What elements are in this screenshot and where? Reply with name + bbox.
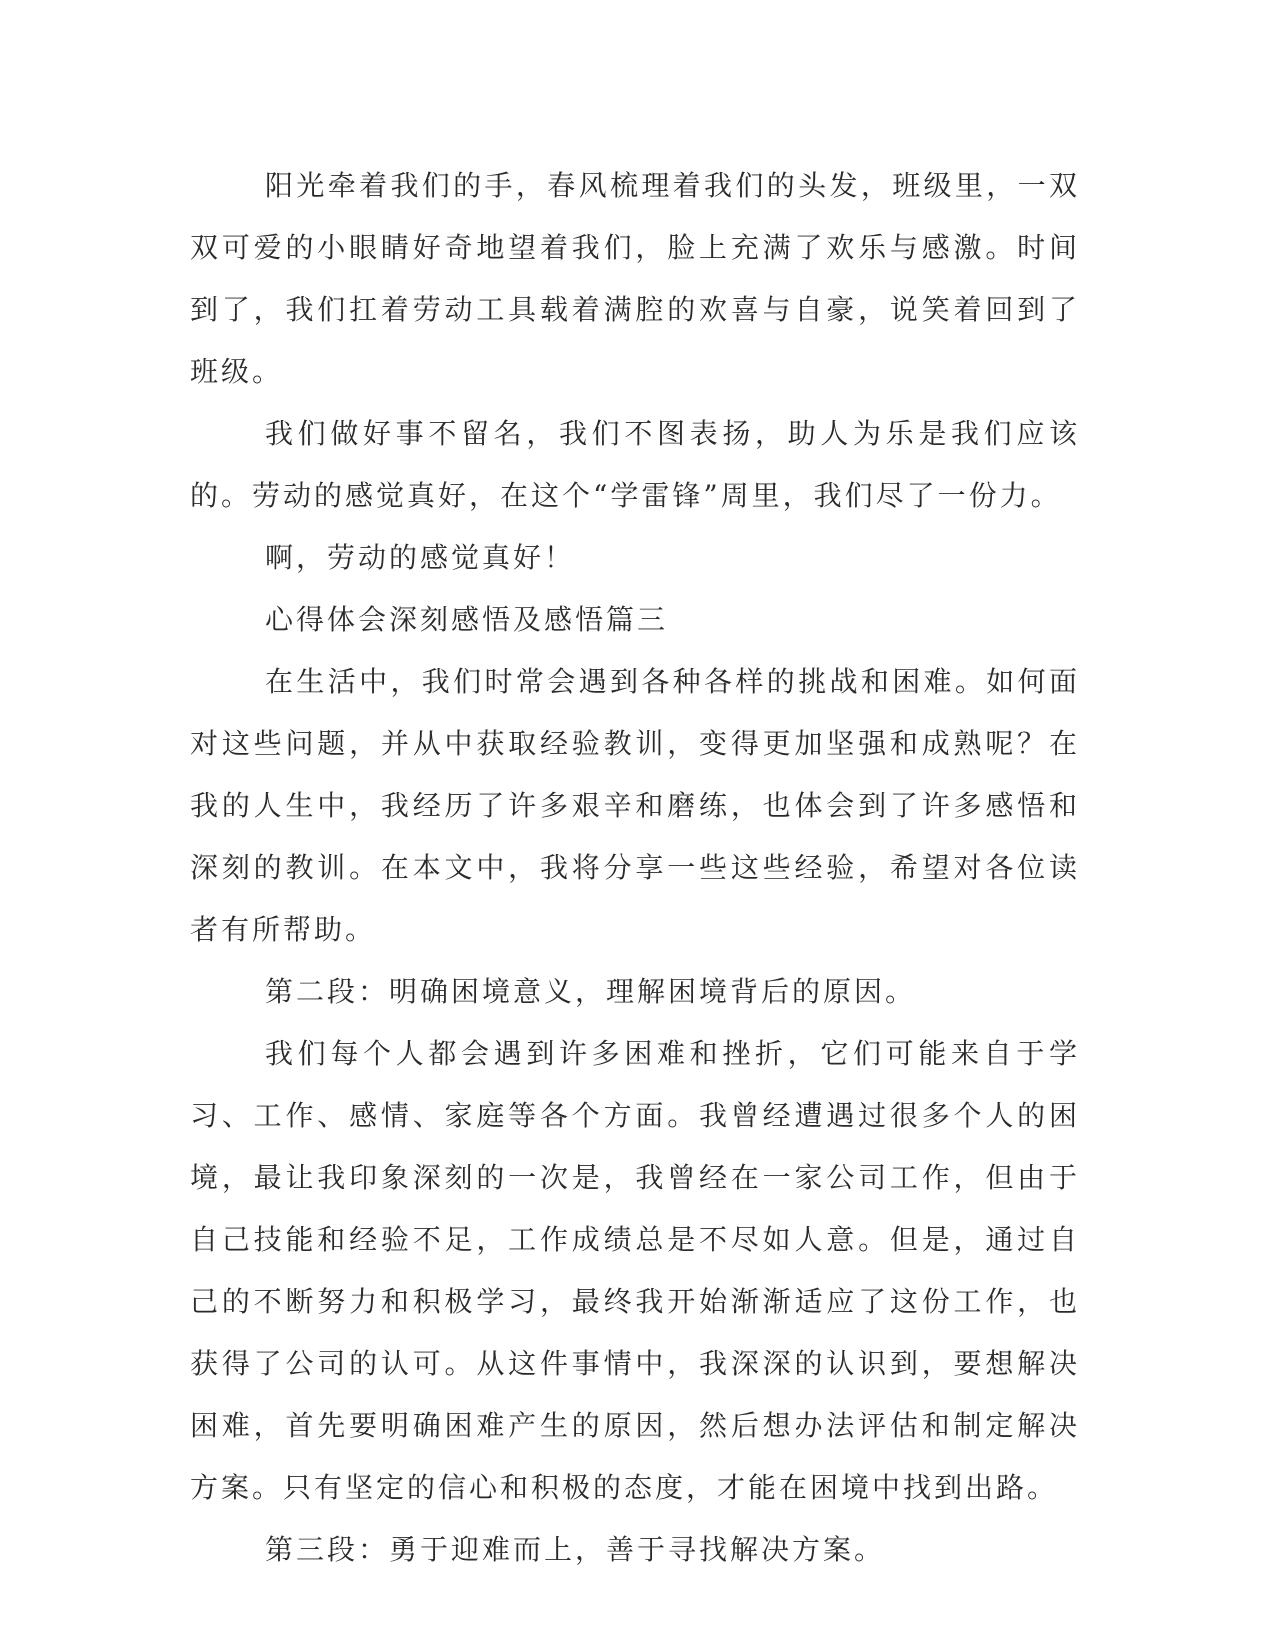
section-heading-third: 第三段：勇于迎难而上，善于寻找解决方案。 [265, 1533, 886, 1566]
paragraph-intro-challenges: 在生活中，我们时常会遇到各种各样的挑战和困难。如何面对这些问题，并从中获取经验教训，变得更加坚强和成熟呢？在我的人生中，我经历了许多艰辛和磨练，也体会到了许多感悟和深刻的教训。在本文中，我将分享一些这些经验，希望对各位读者有所帮助。 [190, 665, 1080, 946]
document-body [190, 155, 1080, 1581]
paragraph-good-deeds: 我们做好事不留名，我们不图表扬，助人为乐是我们应该的。劳动的感觉真好，在这个“学雷锋”周里，我们尽了一份力。 [190, 417, 1080, 512]
paragraph-labor-return: 阳光牵着我们的手，春风梳理着我们的头发，班级里，一双双可爱的小眼睛好奇地望着我们，脸上充满了欢乐与感激。时间到了，我们扛着劳动工具载着满腔的欢喜与自豪，说笑着回到了班级。 [190, 169, 1080, 388]
paragraph-exclamation: 啊，劳动的感觉真好！ [265, 541, 576, 574]
section-heading-second: 第二段：明确困境意义，理解困境背后的原因。 [265, 975, 917, 1008]
section-heading-part-three: 心得体会深刻感悟及感悟篇三 [265, 603, 669, 636]
paragraph-difficulties: 我们每个人都会遇到许多困难和挫折，它们可能来自于学习、工作、感情、家庭等各个方面。我曾经遭遇过很多个人的困境，最让我印象深刻的一次是，我曾经在一家公司工作，但由于自己技能和经验不足，工作成绩总是不尽如人意。但是，通过自己的不断努力和积极学习，最终我开始渐渐适应了这份工作，也获得了公司的认可。从这件事情中，我深深的认识到，要想解决困难，首先要明确困难产生的原因，然后想办法评估和制定解决方案。只有坚定的信心和积极的态度，才能在困境中找到出路。 [190, 1037, 1080, 1504]
